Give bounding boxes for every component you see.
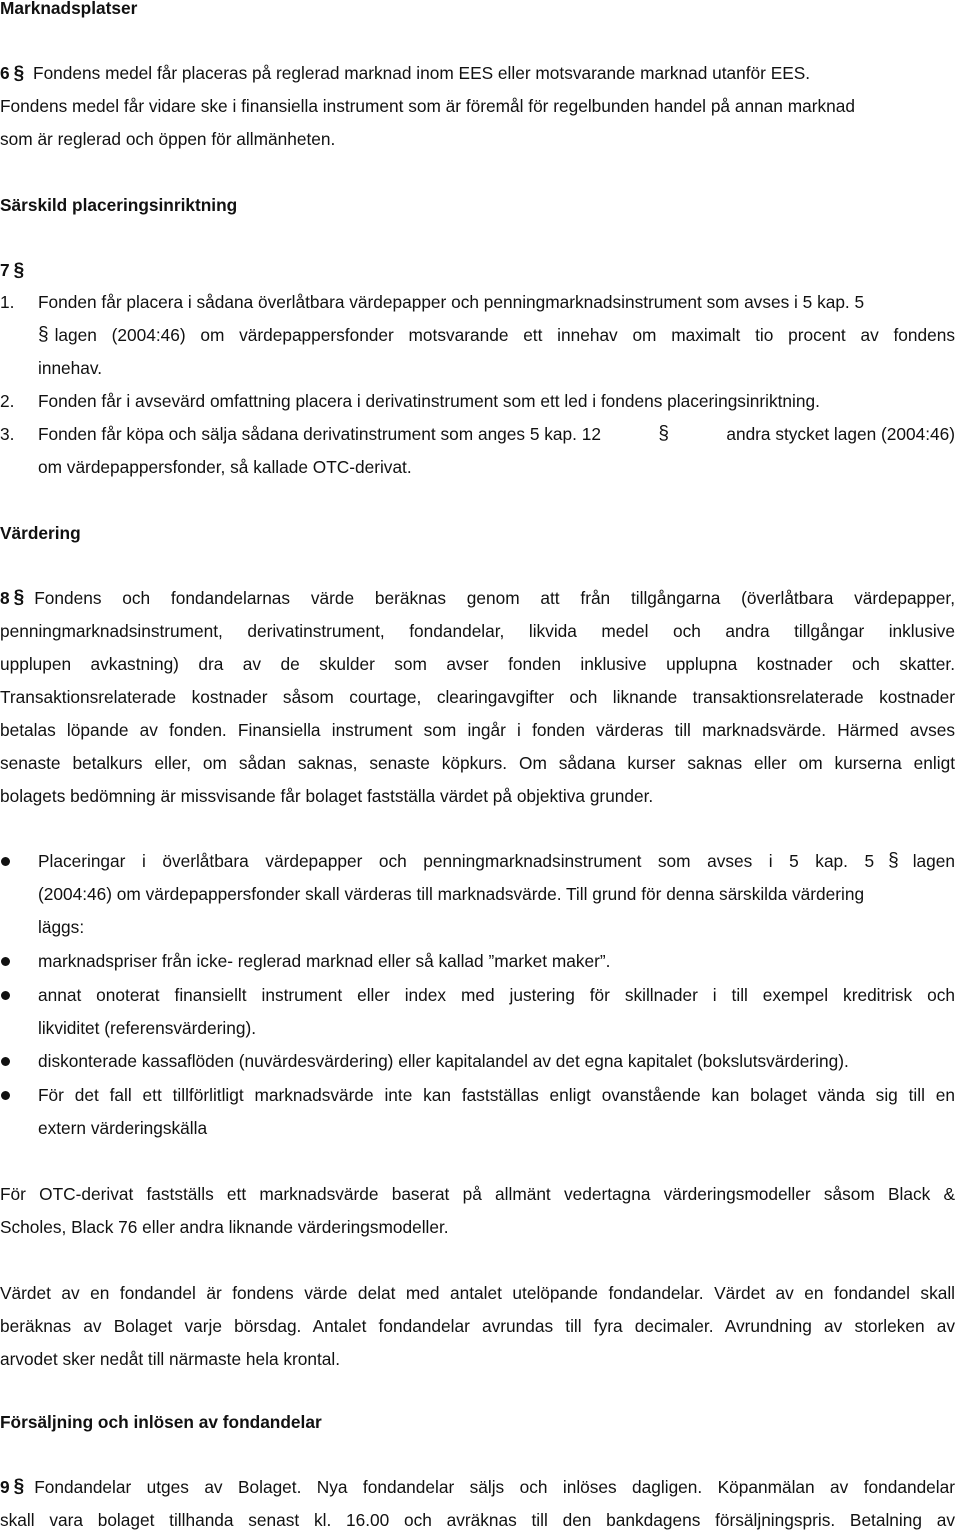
list-item-3-line-2: om värdepappersfonder, så kallade OTC-derivat. xyxy=(38,457,412,477)
bullet-icon xyxy=(1,991,10,1000)
section-sign-icon: § xyxy=(13,587,25,608)
section-sign-icon: § xyxy=(13,1476,25,1497)
paragraph-number: 9 xyxy=(0,1477,10,1497)
bullet-1-line-2: (2004:46) om värdepappersfonder skall värderas till marknadsvärde. Till grund för denna särskilda värdering xyxy=(38,884,865,904)
bullet-1-line-3: läggs: xyxy=(38,917,85,937)
list-item-1-number: 1. xyxy=(0,292,15,312)
section-sign-icon: § xyxy=(658,423,669,444)
paragraph-7-heading xyxy=(0,259,28,281)
list-item-3-line-1: Fonden får köpa och sälja sådana derivatinstrument som anges 5 kap. 12 § andra stycket lagen (2004:46) xyxy=(38,423,955,444)
bullet-2-line-1: marknadspriser från icke- reglerad marknad eller så kallad ”market maker”. xyxy=(38,951,611,971)
heading-forsaljning: Försäljning och inlösen av fondandelar xyxy=(0,1412,322,1432)
section-sign-icon: § xyxy=(888,850,899,871)
paragraph-6-line-3: som är reglerad och öppen för allmänheten. xyxy=(0,129,336,149)
section-sign-icon: § xyxy=(13,260,25,281)
bullet-3-line-2: likviditet (referensvärdering). xyxy=(38,1018,257,1038)
list-item-2-line-1: Fonden får i avsevärd omfattning placera i derivatinstrument som ett led i fondens placeringsinriktning. xyxy=(38,391,820,411)
paragraph-8-line-2: penningmarknadsinstrument, derivatinstrument, fondandelar, likvida medel och andra tillgångar inklusive xyxy=(0,621,955,641)
list-item-1-line-3: innehav. xyxy=(38,358,103,378)
bullet-icon xyxy=(1,1091,10,1100)
heading-vardering: Värdering xyxy=(0,523,81,543)
otc-paragraph-line-1: För OTC-derivat fastställs ett marknadsvärde baserat på allmänt vedertagna värderingsmodeller såsom Black & xyxy=(0,1184,955,1204)
paragraph-number: 8 xyxy=(0,588,10,608)
otc-paragraph-line-2: Scholes, Black 76 eller andra liknande värderingsmodeller. xyxy=(0,1217,449,1237)
paragraph-8-line-3: upplupen avkastning) dra av de skulder som avser fonden inklusive upplupna kostnader och skatter. xyxy=(0,654,955,674)
list-item-1-line-2: § lagen (2004:46) om värdepappersfonder motsvarande ett innehav om maximalt tio procent av fondens xyxy=(38,324,955,345)
paragraph-8-line-1: 8 § Fondens och fondandelarnas värde beräknas genom att från tillgångarna (överlåtbara värdepapper, xyxy=(0,587,955,608)
bullet-icon xyxy=(1,1057,10,1066)
heading-marknadsplatser: Marknadsplatser xyxy=(0,0,138,18)
paragraph-number: 6 xyxy=(0,63,10,83)
section-sign-icon: § xyxy=(38,324,49,345)
paragraph-9-line-2: skall vara bolaget tillhanda senast kl. 16.00 och avräknas till den bankdagens försäljningspris. Betalning av xyxy=(0,1510,955,1530)
paragraph-9-line-1: 9 § Fondandelar utges av Bolaget. Nya fondandelar säljs och inlöses dagligen. Köpanmälan av fondandelar xyxy=(0,1476,955,1497)
paragraph-6-line-2: Fondens medel får vidare ske i finansiella instrument som är föremål för regelbunden handel på annan marknad xyxy=(0,96,855,116)
bullet-3-line-1: annat onoterat finansiellt instrument eller index med justering för skillnader i till exempel kreditrisk och xyxy=(38,985,955,1005)
fondandel-paragraph-line-1: Värdet av en fondandel är fondens värde delat med antalet utelöpande fondandelar. Värdet av en fondandel skall xyxy=(0,1283,955,1303)
bullet-4-line-1: diskonterade kassaflöden (nuvärdesvärdering) eller kapitalandel av det egna kapitalet (bokslutsvärdering). xyxy=(38,1051,849,1071)
heading-sarskild-placeringsinriktning: Särskild placeringsinriktning xyxy=(0,195,238,215)
bullet-1-line-1: Placeringar i överlåtbara värdepapper och penningmarknadsinstrument som avses i 5 kap. 5 § lagen xyxy=(38,850,955,871)
paragraph-8-line-6: senaste betalkurs eller, om sådan saknas, senaste köpkurs. Om sådana kurser saknas eller om kurserna enligt xyxy=(0,753,955,773)
list-item-1-line-1: Fonden får placera i sådana överlåtbara värdepapper och penningmarknadsinstrument som avses i 5 kap. 5 xyxy=(38,292,865,312)
fondandel-paragraph-line-3: arvodet sker nedåt till närmaste hela krontal. xyxy=(0,1349,341,1369)
section-sign-icon: § xyxy=(13,63,25,84)
fondandel-paragraph-line-2: beräknas av Bolaget varje börsdag. Antalet fondandelar avrundas till fyra decimaler. Avrundning av storleken av xyxy=(0,1316,955,1336)
paragraph-8-line-7: bolagets bedömning är missvisande får bolaget fastställa värdet på objektiva grunder. xyxy=(0,786,654,806)
paragraph-8-line-5: betalas löpande av fonden. Finansiella instrument som ingår i fonden värderas till marknadsvärde. Härmed avses xyxy=(0,720,955,740)
bullet-icon xyxy=(1,857,10,866)
paragraph-8-line-4: Transaktionsrelaterade kostnader såsom courtage, clearingavgifter och liknande transaktionsrelaterade kostnader xyxy=(0,687,955,707)
list-item-3-number: 3. xyxy=(0,424,15,444)
paragraph-6-line-1: 6 § Fondens medel får placeras på reglerad marknad inom EES eller motsvarande marknad utanför EES. xyxy=(0,63,811,84)
bullet-5-line-2: extern värderingskälla xyxy=(38,1118,208,1138)
list-item-2-number: 2. xyxy=(0,391,15,411)
paragraph-number: 7 xyxy=(0,260,10,280)
bullet-icon xyxy=(1,957,10,966)
bullet-5-line-1: För det fall ett tillförlitligt marknadsvärde inte kan fastställas enligt ovanstående kan bolaget vända sig till en xyxy=(38,1085,955,1105)
